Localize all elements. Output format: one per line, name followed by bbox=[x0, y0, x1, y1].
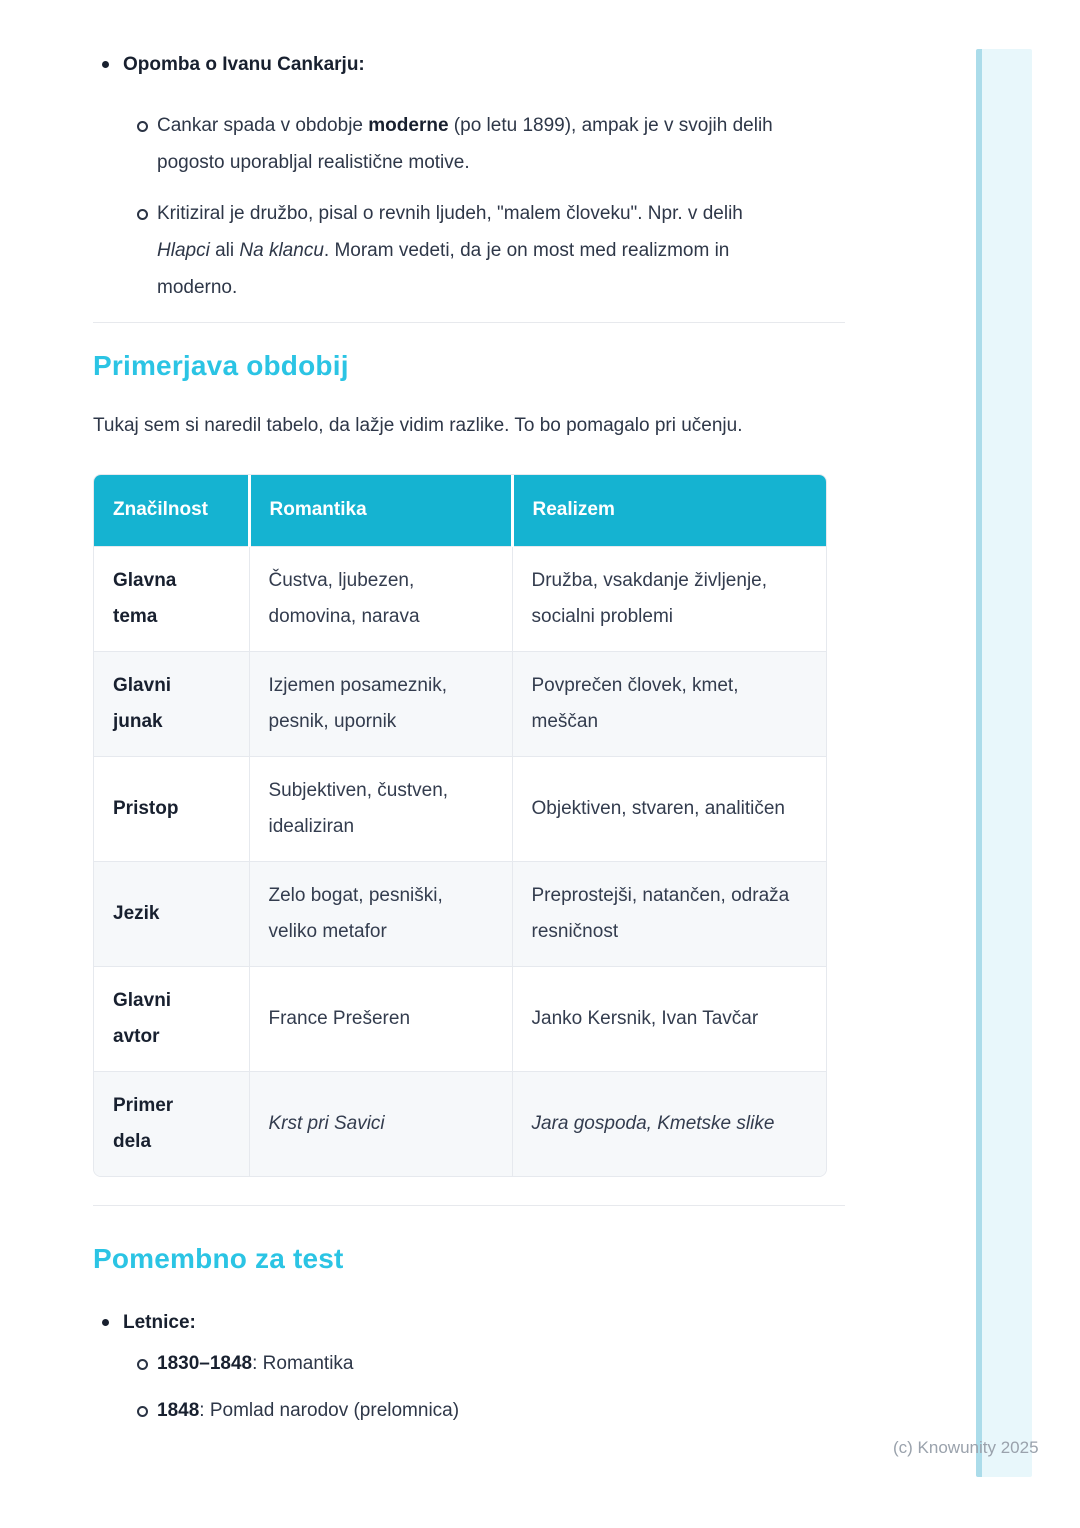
document-content bbox=[93, 46, 845, 1439]
test-sublist bbox=[93, 1345, 845, 1429]
cell-romantika bbox=[249, 546, 512, 651]
note-bullet-text bbox=[157, 107, 787, 181]
row-label: Glavni avtor bbox=[94, 966, 249, 1071]
test-item-text bbox=[157, 1392, 459, 1429]
column-header-znacilnost: Značilnost bbox=[94, 475, 249, 546]
row-label: Jezik bbox=[94, 861, 249, 966]
table-row bbox=[94, 1071, 827, 1176]
comparison-table bbox=[94, 475, 827, 1176]
text-segment: Krst pri Savici bbox=[268, 1112, 385, 1134]
text-segment: : Pomlad narodov (prelomnica) bbox=[199, 1400, 460, 1421]
comparison-intro-paragraph: Tukaj sem si naredil tabelo, da lažje vidim razlike. To bo pomagalo pri učenju. bbox=[93, 415, 743, 436]
text-segment: Družba, vsakdanje življenje, socialni problemi bbox=[531, 569, 768, 627]
copyright-watermark: (c) Knowunity 2025 bbox=[893, 1438, 1039, 1457]
text-segment: 1848 bbox=[157, 1400, 200, 1421]
section-divider bbox=[93, 1205, 845, 1206]
cell-romantika bbox=[249, 1071, 512, 1176]
cell-romantika bbox=[249, 756, 512, 861]
comparison-table-wrapper bbox=[93, 474, 827, 1177]
test-list-heading-label: Letnice: bbox=[123, 1312, 196, 1333]
note-bullet-text bbox=[157, 195, 787, 306]
text-segment: Janko Kersnik, Ivan Tavčar bbox=[531, 1007, 759, 1029]
cell-realizem bbox=[512, 966, 827, 1071]
note-heading-label: Opomba o Ivanu Cankarju: bbox=[123, 54, 365, 75]
text-segment: Subjektiven, čustven, idealiziran bbox=[268, 779, 449, 837]
section-title-comparison: Primerjava obdobij bbox=[93, 350, 349, 381]
text-segment: Kritiziral je družbo, pisal o revnih ljudeh, "malem človeku". Npr. v delih bbox=[157, 203, 743, 224]
text-segment: 1830–1848 bbox=[157, 1353, 253, 1374]
table-row bbox=[94, 861, 827, 966]
row-label: Pristop bbox=[94, 756, 249, 861]
table-row bbox=[94, 966, 827, 1071]
list-item bbox=[93, 1392, 787, 1429]
row-label: Glavna tema bbox=[94, 546, 249, 651]
text-segment: Na klancu bbox=[239, 240, 324, 261]
cell-realizem bbox=[512, 756, 827, 861]
text-segment: Hlapci bbox=[157, 240, 210, 261]
row-label: Primer dela bbox=[94, 1071, 249, 1176]
text-segment: Preprostejši, natančen, odraža resničnost bbox=[531, 884, 790, 942]
text-segment: (po letu 1899), ampak je v svojih delih pogosto uporabljal realistične motive. bbox=[157, 115, 773, 173]
test-item-text bbox=[157, 1345, 353, 1382]
section-title-test: Pomembno za test bbox=[93, 1243, 344, 1274]
note-heading-item bbox=[93, 46, 845, 83]
column-header-romantika: Romantika bbox=[249, 475, 512, 546]
text-segment: Čustva, ljubezen, domovina, narava bbox=[268, 569, 420, 627]
cell-romantika bbox=[249, 966, 512, 1071]
cell-realizem bbox=[512, 546, 827, 651]
notes-list bbox=[93, 46, 845, 83]
table-row bbox=[94, 756, 827, 861]
cell-realizem bbox=[512, 651, 827, 756]
text-segment: : Romantika bbox=[252, 1353, 354, 1374]
text-segment: Povprečen človek, kmet, meščan bbox=[531, 674, 739, 732]
text-segment: ali bbox=[209, 240, 240, 261]
column-header-realizem: Realizem bbox=[512, 475, 827, 546]
cell-realizem bbox=[512, 861, 827, 966]
text-segment: . Moram vedeti, da je on most med realizmom in moderno. bbox=[157, 240, 730, 298]
list-item bbox=[93, 107, 787, 181]
list-item bbox=[93, 1345, 787, 1382]
cell-realizem bbox=[512, 1071, 827, 1176]
cell-romantika bbox=[249, 861, 512, 966]
table-row bbox=[94, 651, 827, 756]
list-item bbox=[93, 195, 787, 306]
notes-sublist bbox=[93, 107, 845, 306]
text-segment: Zelo bogat, pesniški, veliko metafor bbox=[268, 884, 443, 942]
text-segment: Objektiven, stvaren, analitičen bbox=[531, 797, 785, 819]
text-segment: moderne bbox=[368, 115, 449, 136]
test-list-heading-item bbox=[93, 1304, 845, 1341]
cell-romantika bbox=[249, 651, 512, 756]
test-list bbox=[93, 1304, 845, 1341]
table-row bbox=[94, 546, 827, 651]
text-segment: Cankar spada v obdobje bbox=[157, 115, 369, 136]
text-segment: France Prešeren bbox=[268, 1007, 411, 1029]
right-decoration-stripe bbox=[976, 49, 1032, 1477]
text-segment: Izjemen posameznik, pesnik, upornik bbox=[268, 674, 447, 732]
section-divider bbox=[93, 322, 845, 323]
row-label: Glavni junak bbox=[94, 651, 249, 756]
text-segment: Jara gospoda, Kmetske slike bbox=[531, 1112, 775, 1134]
table-header-row bbox=[94, 475, 827, 546]
